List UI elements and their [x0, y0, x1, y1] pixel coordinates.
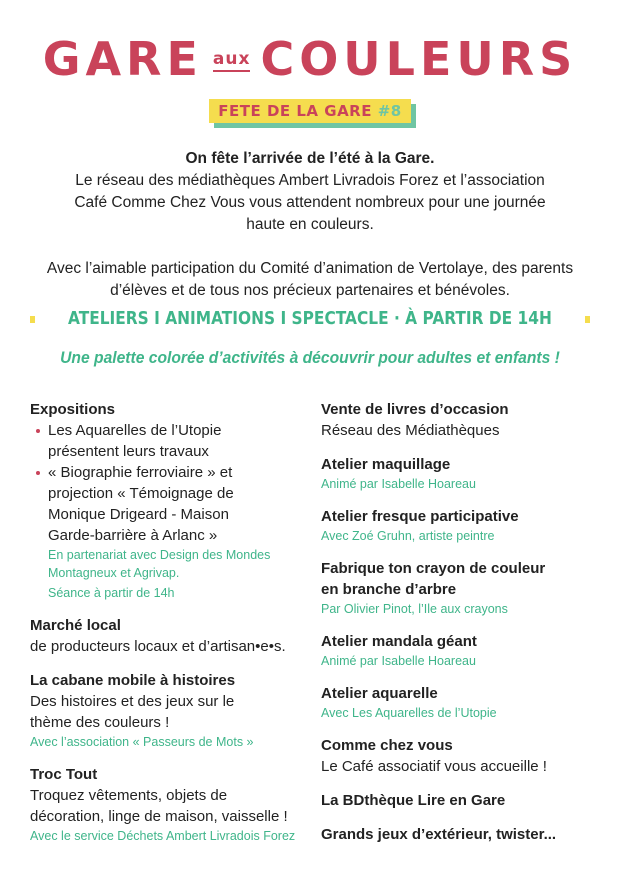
- comme-item: [321, 735, 596, 777]
- troc-note: Avec le service Déchets Ambert Livradois Forez: [30, 829, 296, 843]
- aquarelle-heading: Atelier aquarelle: [321, 685, 438, 702]
- troc-text: Troquez vêtements, objets de décoration, linge de maison, vaisselle !: [30, 787, 288, 825]
- banner-bar-right: [585, 316, 590, 323]
- maquillage-heading: Atelier maquillage: [321, 456, 451, 473]
- intro-line: Le réseau des médiathèques Ambert Livradois Forez et l’association: [75, 172, 545, 189]
- list-item: Les Aquarelles de l’Utopie présentent leurs travaux: [48, 420, 310, 462]
- marche-text: de producteurs locaux et d’artisan•e•s.: [30, 638, 286, 655]
- intro-text: [0, 148, 620, 302]
- cabane-note: Avec l’association « Passeurs de Mots »: [30, 735, 254, 749]
- vente-item: [321, 399, 596, 441]
- jeux-item: [321, 824, 596, 845]
- aquarelle-item: [321, 683, 596, 722]
- title-couleurs: COULEURS: [260, 32, 578, 86]
- expo-time-note: Séance à partir de 14h: [48, 586, 175, 600]
- aquarelle-note: Avec Les Aquarelles de l’Utopie: [321, 706, 497, 720]
- intro-lead: On fête l’arrivée de l’été à la Gare.: [185, 150, 435, 167]
- crayon-note: Par Olivier Pinot, l’Ile aux crayons: [321, 602, 508, 616]
- fresque-heading: Atelier fresque participative: [321, 508, 519, 525]
- cabane-heading: La cabane mobile à histoires: [30, 672, 236, 689]
- intro-line: d’élèves et de tous nos précieux partenaires et bénévoles.: [110, 282, 510, 299]
- tagline: Une palette colorée d’activités à découvrir pour adultes et enfants !: [60, 348, 560, 367]
- expositions-heading: Expositions: [30, 401, 116, 418]
- maquillage-item: [321, 454, 596, 493]
- program-banner: [30, 309, 590, 329]
- troc-heading: Troc Tout: [30, 766, 98, 783]
- mandala-note: Animé par Isabelle Hoareau: [321, 654, 476, 668]
- maquillage-note: Animé par Isabelle Hoareau: [321, 477, 476, 491]
- marche-item: [30, 615, 310, 657]
- fresque-note: Avec Zoé Gruhn, artiste peintre: [321, 529, 495, 543]
- expositions-item: [30, 399, 310, 602]
- troc-item: [30, 764, 310, 845]
- intro-line: haute en couleurs.: [246, 216, 374, 233]
- badge-text: FETE DE LA GARE: [218, 102, 372, 120]
- vente-text: Réseau des Médiathèques: [321, 422, 500, 439]
- badge-number: #8: [377, 102, 402, 120]
- cabane-item: [30, 670, 310, 751]
- list-item: « Biographie ferroviaire » et projection « Témoignage de Monique Drigeard - Maison Garde-barrière à Arlanc »: [48, 462, 310, 546]
- jeux-heading: Grands jeux d’extérieur, twister...: [321, 826, 557, 843]
- fresque-item: [321, 506, 596, 545]
- crayon-heading: Fabrique ton crayon de couleur en branche d’arbre: [321, 560, 546, 598]
- edition-badge-wrap: [0, 99, 620, 123]
- intro-line: Café Comme Chez Vous vous attendent nombreux pour une journée: [74, 194, 546, 211]
- marche-heading: Marché local: [30, 617, 121, 634]
- title-gare: GARE: [42, 32, 203, 86]
- right-column: [321, 399, 596, 858]
- bd-heading: La BDthèque Lire en Gare: [321, 792, 506, 809]
- crayon-item: [321, 558, 596, 618]
- banner-text: ATELIERS I ANIMATIONS I SPECTACLE · À PARTIR DE 14H: [68, 309, 552, 329]
- edition-badge: [209, 99, 410, 123]
- intro-line: Avec l’aimable participation du Comité d’animation de Vertolaye, des parents: [46, 260, 574, 277]
- comme-heading: Comme chez vous: [321, 737, 453, 754]
- vente-heading: Vente de livres d’occasion: [321, 401, 509, 418]
- left-column: [30, 399, 310, 858]
- comme-text: Le Café associatif vous accueille !: [321, 758, 547, 775]
- cabane-text: Des histoires et des jeux sur le thème des couleurs !: [30, 693, 235, 731]
- title-aux: aux: [212, 49, 251, 69]
- mandala-heading: Atelier mandala géant: [321, 633, 477, 650]
- expo-partner-note: En partenariat avec Design des Mondes Montagneux et Agrivap.: [48, 548, 271, 580]
- banner-bar-left: [30, 316, 35, 323]
- bd-item: [321, 790, 596, 811]
- mandala-item: [321, 631, 596, 670]
- event-title: [0, 32, 620, 86]
- expositions-list: [30, 420, 310, 546]
